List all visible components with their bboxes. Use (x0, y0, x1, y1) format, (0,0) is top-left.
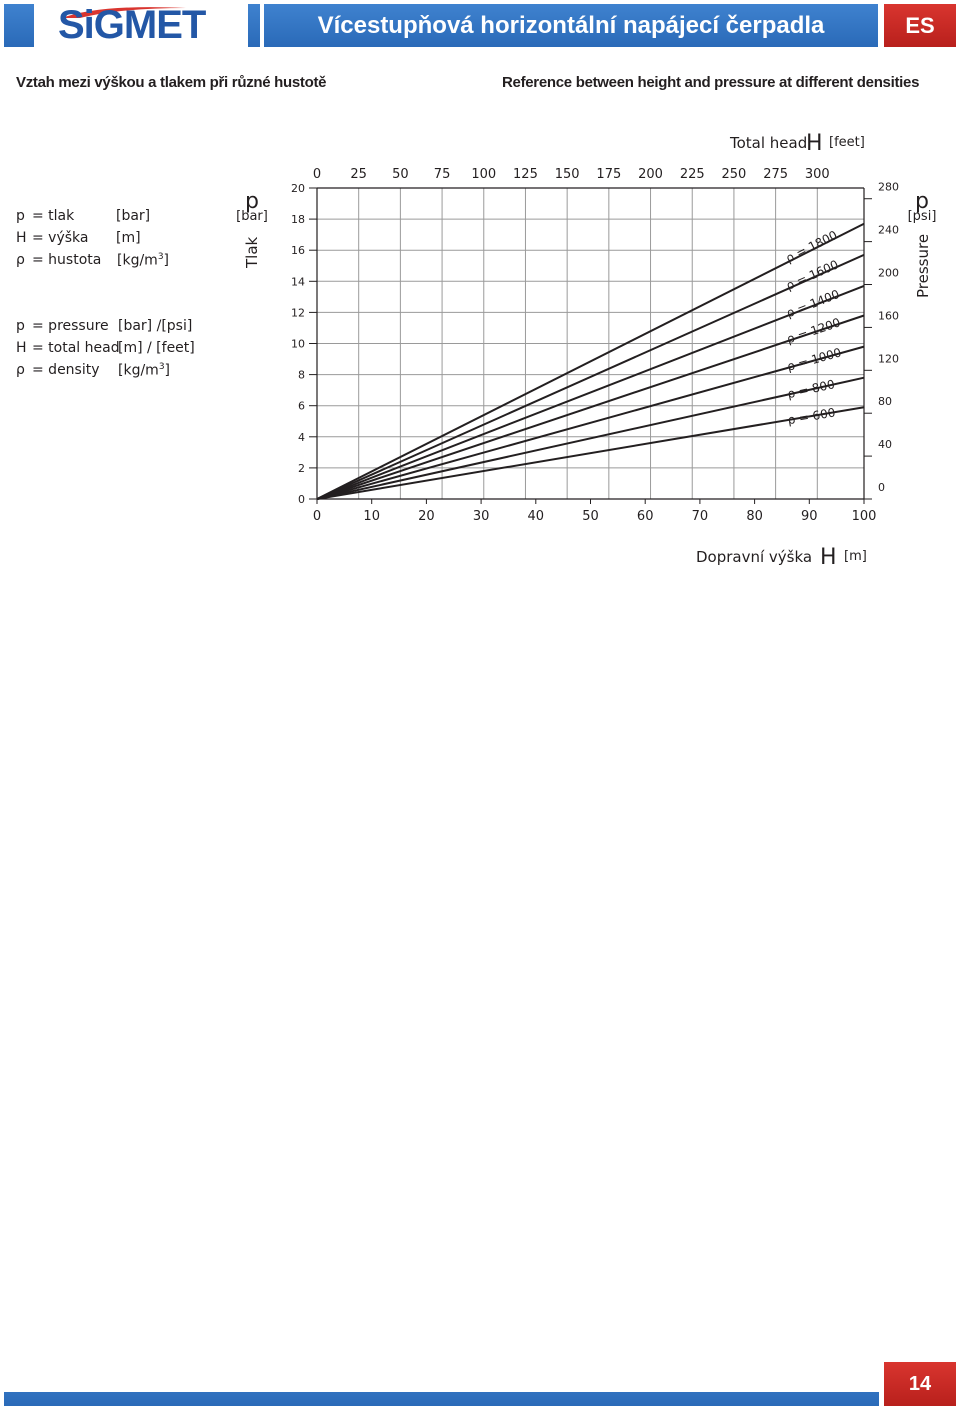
x-bottom-title: Dopravní výška (696, 548, 813, 566)
legend-unit-text: [kg/m (117, 252, 158, 269)
density-line (317, 407, 864, 499)
y-left-tick-label: 8 (298, 368, 305, 382)
density-line (317, 255, 864, 499)
y-left-tick-label: 14 (291, 275, 305, 289)
y-left-tick-label: 2 (298, 461, 305, 475)
x-bottom-tick-label: 80 (746, 509, 763, 524)
y-left-title: Tlak (243, 236, 261, 268)
x-bottom-tick-label: 100 (851, 509, 877, 524)
y-right-unit: [psi] (907, 209, 937, 224)
series-label: ρ = 1400 (784, 287, 842, 321)
x-bottom-tick-label: 40 (527, 509, 545, 524)
legend-unit: [m] / [feet] (118, 340, 195, 356)
sigmet-logo: SiGMET (58, 3, 206, 47)
x-bottom-tick-label: 70 (691, 509, 709, 524)
y-left-tick-label: 4 (298, 430, 305, 444)
legend-definition: = pressure (32, 318, 109, 334)
density-line (317, 286, 864, 499)
y-left-tick-label: 6 (298, 399, 305, 413)
chart-series (317, 224, 864, 499)
header-bar-mid (248, 4, 260, 47)
y-right-symbol: p (915, 189, 929, 214)
legend-symbol: H (16, 230, 27, 246)
series-label: ρ = 600 (786, 405, 837, 428)
header-bar-left (4, 4, 34, 47)
series-label: ρ = 1200 (784, 315, 843, 347)
density-line (317, 378, 864, 499)
x-bottom-tick-label: 30 (472, 509, 490, 524)
density-line (317, 347, 864, 499)
legend-symbol: ρ (16, 362, 25, 378)
x-bottom-tick-label: 50 (582, 509, 599, 524)
series-label: ρ = 1000 (785, 345, 843, 374)
language-badge: ES (905, 13, 935, 38)
y-left-unit: [bar] (236, 209, 268, 224)
legend-unit: [bar] /[psi] (118, 318, 193, 334)
x-bottom-tick-label: 0 (312, 509, 322, 524)
x-top-tick-label: 75 (433, 167, 451, 182)
x-top-tick-label: 25 (350, 167, 367, 182)
x-top-tick-label: 175 (596, 167, 622, 182)
y-right-title: Pressure (914, 233, 932, 298)
legend-unit: [bar] (116, 208, 151, 224)
subtitle-english: Reference between height and pressure at different densities (502, 74, 920, 91)
x-top-tick-label: 100 (471, 167, 497, 182)
x-top-tick-label: 150 (554, 167, 580, 182)
x-top-tick-label: 50 (392, 167, 409, 182)
page-number: 14 (884, 1362, 956, 1406)
x-top-tick-label: 125 (513, 167, 538, 182)
density-pressure-chart (0, 120, 960, 720)
y-left-tick-label: 16 (291, 244, 305, 258)
x-top-title: Total head (730, 134, 808, 152)
legend-unit-sup: 3 (158, 362, 165, 372)
x-top-tick-label: 0 (312, 167, 322, 182)
legend-definition: = tlak (32, 208, 75, 224)
legend-symbol: H (16, 340, 27, 356)
legend-symbol: p (16, 318, 25, 334)
y-right-tick-label: 120 (878, 352, 899, 366)
y-left-tick-label: 0 (298, 493, 305, 506)
x-top-tick-label: 250 (721, 167, 747, 182)
y-right-tick-label: 200 (878, 266, 899, 280)
legend-definition: = total head (32, 340, 120, 356)
y-right-tick-label: 160 (878, 309, 899, 323)
x-top-tick-label: 200 (638, 167, 663, 182)
legend-unit-close: ] (164, 362, 171, 379)
subtitle-czech: Vztah mezi výškou a tlakem při různé hustotě (16, 74, 327, 91)
x-top-tick-label: 225 (679, 167, 705, 182)
x-bottom-symbol: H (820, 545, 837, 570)
x-top-tick-label: 300 (804, 167, 830, 182)
density-line (317, 224, 864, 499)
y-right-tick-label: 40 (878, 438, 892, 452)
x-bottom-unit: [m] (844, 549, 867, 564)
x-top-symbol: H (806, 131, 823, 156)
page-title: Vícestupňová horizontální napájecí čerpadla (317, 12, 825, 39)
legend-unit-close: ] (163, 252, 170, 269)
y-right-tick-label: 80 (878, 395, 892, 409)
y-right-tick-label: 280 (878, 180, 899, 194)
legend-definition: = hustota (32, 252, 102, 268)
legend-unit: [m] (116, 230, 141, 246)
chart-labels (236, 131, 936, 570)
legend-definition: = výška (32, 230, 89, 246)
legend-symbol: ρ (16, 252, 25, 268)
x-bottom-tick-label: 60 (636, 509, 654, 524)
x-bottom-tick-label: 10 (363, 509, 380, 524)
y-left-tick-label: 10 (291, 337, 305, 351)
series-label: ρ = 800 (785, 377, 837, 402)
footer-bar-inner (4, 1362, 879, 1392)
footer-bar (4, 1362, 879, 1406)
legend-unit-sup: 3 (157, 252, 164, 262)
legend-unit-text: [kg/m (118, 362, 159, 379)
x-bottom-tick-label: 90 (801, 509, 818, 524)
series-label: ρ = 1800 (783, 227, 840, 266)
y-left-tick-label: 20 (291, 182, 305, 195)
legend-symbol: p (16, 208, 25, 224)
y-left-tick-label: 12 (291, 306, 305, 320)
y-left-symbol: p (245, 189, 259, 214)
x-bottom-tick-label: 20 (418, 509, 435, 524)
legend-definition: = density (32, 362, 100, 378)
y-right-tick-label: 0 (878, 481, 885, 494)
series-label: ρ = 1600 (783, 257, 841, 293)
y-left-tick-label: 18 (291, 213, 305, 227)
y-right-tick-label: 240 (878, 223, 899, 237)
chart-axes (309, 188, 872, 504)
x-top-tick-label: 275 (763, 167, 789, 182)
x-top-unit: [feet] (829, 135, 865, 150)
